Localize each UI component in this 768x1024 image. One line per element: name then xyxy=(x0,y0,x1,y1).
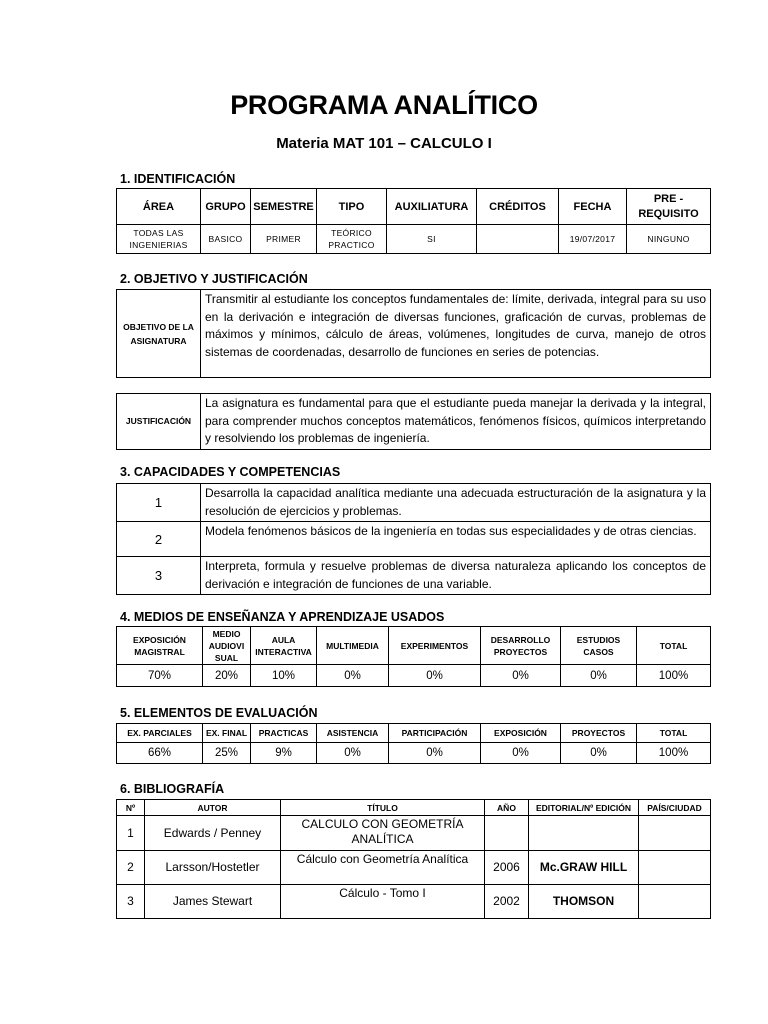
bib-titulo: Cálculo con Geometría Analítica xyxy=(281,851,485,885)
table-row xyxy=(117,885,711,919)
id-header-semestre: SEMESTRE xyxy=(251,189,317,225)
medios-header: MEDIO AUDIOVI SUAL xyxy=(203,627,251,665)
id-header-prerequisito: PRE - REQUISITO xyxy=(627,189,711,225)
evaluacion-table xyxy=(116,723,711,764)
bib-editorial: THOMSON xyxy=(529,885,639,919)
evaluacion-value: 25% xyxy=(203,743,251,764)
id-header-fecha: FECHA xyxy=(559,189,627,225)
table-row xyxy=(117,851,711,885)
medios-header: EXPOSICIÓN MAGISTRAL xyxy=(117,627,203,665)
section-evaluacion-heading: 5. ELEMENTOS DE EVALUACIÓN xyxy=(120,706,318,720)
evaluacion-value: 100% xyxy=(637,743,711,764)
bib-anio xyxy=(485,816,529,851)
identificacion-table xyxy=(116,188,711,254)
id-header-tipo: TIPO xyxy=(317,189,387,225)
evaluacion-value: 0% xyxy=(317,743,389,764)
bib-titulo: Cálculo - Tomo I xyxy=(281,885,485,919)
medios-value: 10% xyxy=(251,665,317,687)
id-value-tipo: TEÓRICO PRACTICO xyxy=(317,225,387,254)
bib-titulo: CALCULO CON GEOMETRÍA ANALÍTICA xyxy=(281,816,485,851)
capacidad-text: Modela fenómenos básicos de la ingeniería en todas sus especialidades y de otras ciencias. xyxy=(201,522,711,557)
id-value-area: TODAS LAS INGENIERIAS xyxy=(117,225,201,254)
id-header-creditos: CRÉDITOS xyxy=(477,189,559,225)
bib-autor: Larsson/Hostetler xyxy=(145,851,281,885)
evaluacion-header: ASISTENCIA xyxy=(317,724,389,743)
medios-header: ESTUDIOS CASOS xyxy=(561,627,637,665)
bib-header-autor: AUTOR xyxy=(145,800,281,816)
section-medios-heading: 4. MEDIOS DE ENSEÑANZA Y APRENDIZAJE USADOS xyxy=(120,610,445,624)
id-value-fecha: 19/07/2017 xyxy=(559,225,627,254)
evaluacion-value: 0% xyxy=(389,743,481,764)
medios-header: DESARROLLO PROYECTOS xyxy=(481,627,561,665)
justificacion-table xyxy=(116,393,711,450)
id-header-grupo: GRUPO xyxy=(201,189,251,225)
evaluacion-value: 9% xyxy=(251,743,317,764)
medios-value: 0% xyxy=(481,665,561,687)
medios-value: 0% xyxy=(389,665,481,687)
id-value-auxiliatura: SI xyxy=(387,225,477,254)
section-bibliografia-heading: 6. BIBLIOGRAFÍA xyxy=(120,782,225,796)
section-identificacion-heading: 1. IDENTIFICACIÓN xyxy=(120,172,236,186)
evaluacion-header: TOTAL xyxy=(637,724,711,743)
id-value-creditos xyxy=(477,225,559,254)
bib-pais xyxy=(639,816,711,851)
capacidad-text: Desarrolla la capacidad analítica mediante una adecuada estructuración de la asignatura y la resolución de ejercicios y problemas. xyxy=(201,484,711,522)
evaluacion-header: PROYECTOS xyxy=(561,724,637,743)
medios-value: 0% xyxy=(317,665,389,687)
id-value-prerequisito: NINGUNO xyxy=(627,225,711,254)
capacidades-table xyxy=(116,483,711,595)
bib-pais xyxy=(639,885,711,919)
table-row xyxy=(117,816,711,851)
page-title: PROGRAMA ANALÍTICO xyxy=(230,90,538,120)
capacidad-text: Interpreta, formula y resuelve problemas de diversa naturaleza aplicando los conceptos de derivación e integración de funciones de una variable. xyxy=(201,557,711,595)
medios-header: EXPERIMENTOS xyxy=(389,627,481,665)
bib-editorial: Mc.GRAW HILL xyxy=(529,851,639,885)
bib-header-editorial: EDITORIAL/Nº EDICIÓN xyxy=(529,800,639,816)
evaluacion-value: 66% xyxy=(117,743,203,764)
capacidad-number: 3 xyxy=(117,557,201,595)
id-header-area: ÁREA xyxy=(117,189,201,225)
evaluacion-header: PARTICIPACIÓN xyxy=(389,724,481,743)
id-value-semestre: PRIMER xyxy=(251,225,317,254)
objetivo-text: Transmitir al estudiante los conceptos fundamentales de: límite, derivada, integral para su uso en la derivación e integración de diversas funciones, graficación de curvas, problemas de máximos y mínimos, cálculo de áreas, volúmenes, longitudes de curva, manejo de otros sistemas de coordenadas, desarrollo de funciones en series de potencias. xyxy=(201,290,711,378)
medios-header: AULA INTERACTIVA xyxy=(251,627,317,665)
medios-value: 100% xyxy=(637,665,711,687)
page-subtitle: Materia MAT 101 – CALCULO I xyxy=(276,135,492,152)
bib-editorial xyxy=(529,816,639,851)
capacidad-number: 1 xyxy=(117,484,201,522)
evaluacion-header: EX. FINAL xyxy=(203,724,251,743)
medios-value: 70% xyxy=(117,665,203,687)
id-value-grupo: BASICO xyxy=(201,225,251,254)
bib-header-titulo: TÍTULO xyxy=(281,800,485,816)
evaluacion-value: 0% xyxy=(481,743,561,764)
bib-autor: James Stewart xyxy=(145,885,281,919)
bib-header-num: Nº xyxy=(117,800,145,816)
capacidad-row xyxy=(117,484,711,522)
medios-value: 0% xyxy=(561,665,637,687)
capacidad-row xyxy=(117,557,711,595)
medios-header: TOTAL xyxy=(637,627,711,665)
bib-num: 2 xyxy=(117,851,145,885)
bib-anio: 2002 xyxy=(485,885,529,919)
medios-header: MULTIMEDIA xyxy=(317,627,389,665)
evaluacion-header: PRACTICAS xyxy=(251,724,317,743)
medios-value: 20% xyxy=(203,665,251,687)
evaluacion-header: EXPOSICIÓN xyxy=(481,724,561,743)
bibliografia-table xyxy=(116,799,711,919)
section-capacidades-heading: 3. CAPACIDADES Y COMPETENCIAS xyxy=(120,465,341,479)
capacidad-row xyxy=(117,522,711,557)
bib-pais xyxy=(639,851,711,885)
bib-num: 3 xyxy=(117,885,145,919)
objetivo-table xyxy=(116,289,711,378)
evaluacion-header: EX. PARCIALES xyxy=(117,724,203,743)
capacidad-number: 2 xyxy=(117,522,201,557)
medios-table xyxy=(116,626,711,687)
evaluacion-value: 0% xyxy=(561,743,637,764)
bib-header-anio: AÑO xyxy=(485,800,529,816)
bib-header-pais: PAÍS/CIUDAD xyxy=(639,800,711,816)
bib-anio: 2006 xyxy=(485,851,529,885)
section-objetivo-heading: 2. OBJETIVO Y JUSTIFICACIÓN xyxy=(120,272,308,286)
bib-num: 1 xyxy=(117,816,145,851)
bib-autor: Edwards / Penney xyxy=(145,816,281,851)
justificacion-label: JUSTIFICACIÓN xyxy=(117,394,201,450)
objetivo-label: OBJETIVO DE LA ASIGNATURA xyxy=(117,290,201,378)
justificacion-text: La asignatura es fundamental para que el estudiante pueda manejar la derivada y la integral, para comprender muchos conceptos matemáticos, fenómenos físicos, químicos interpretando y resolviendo los problemas de ingeniería. xyxy=(201,394,711,450)
id-header-auxiliatura: AUXILIATURA xyxy=(387,189,477,225)
